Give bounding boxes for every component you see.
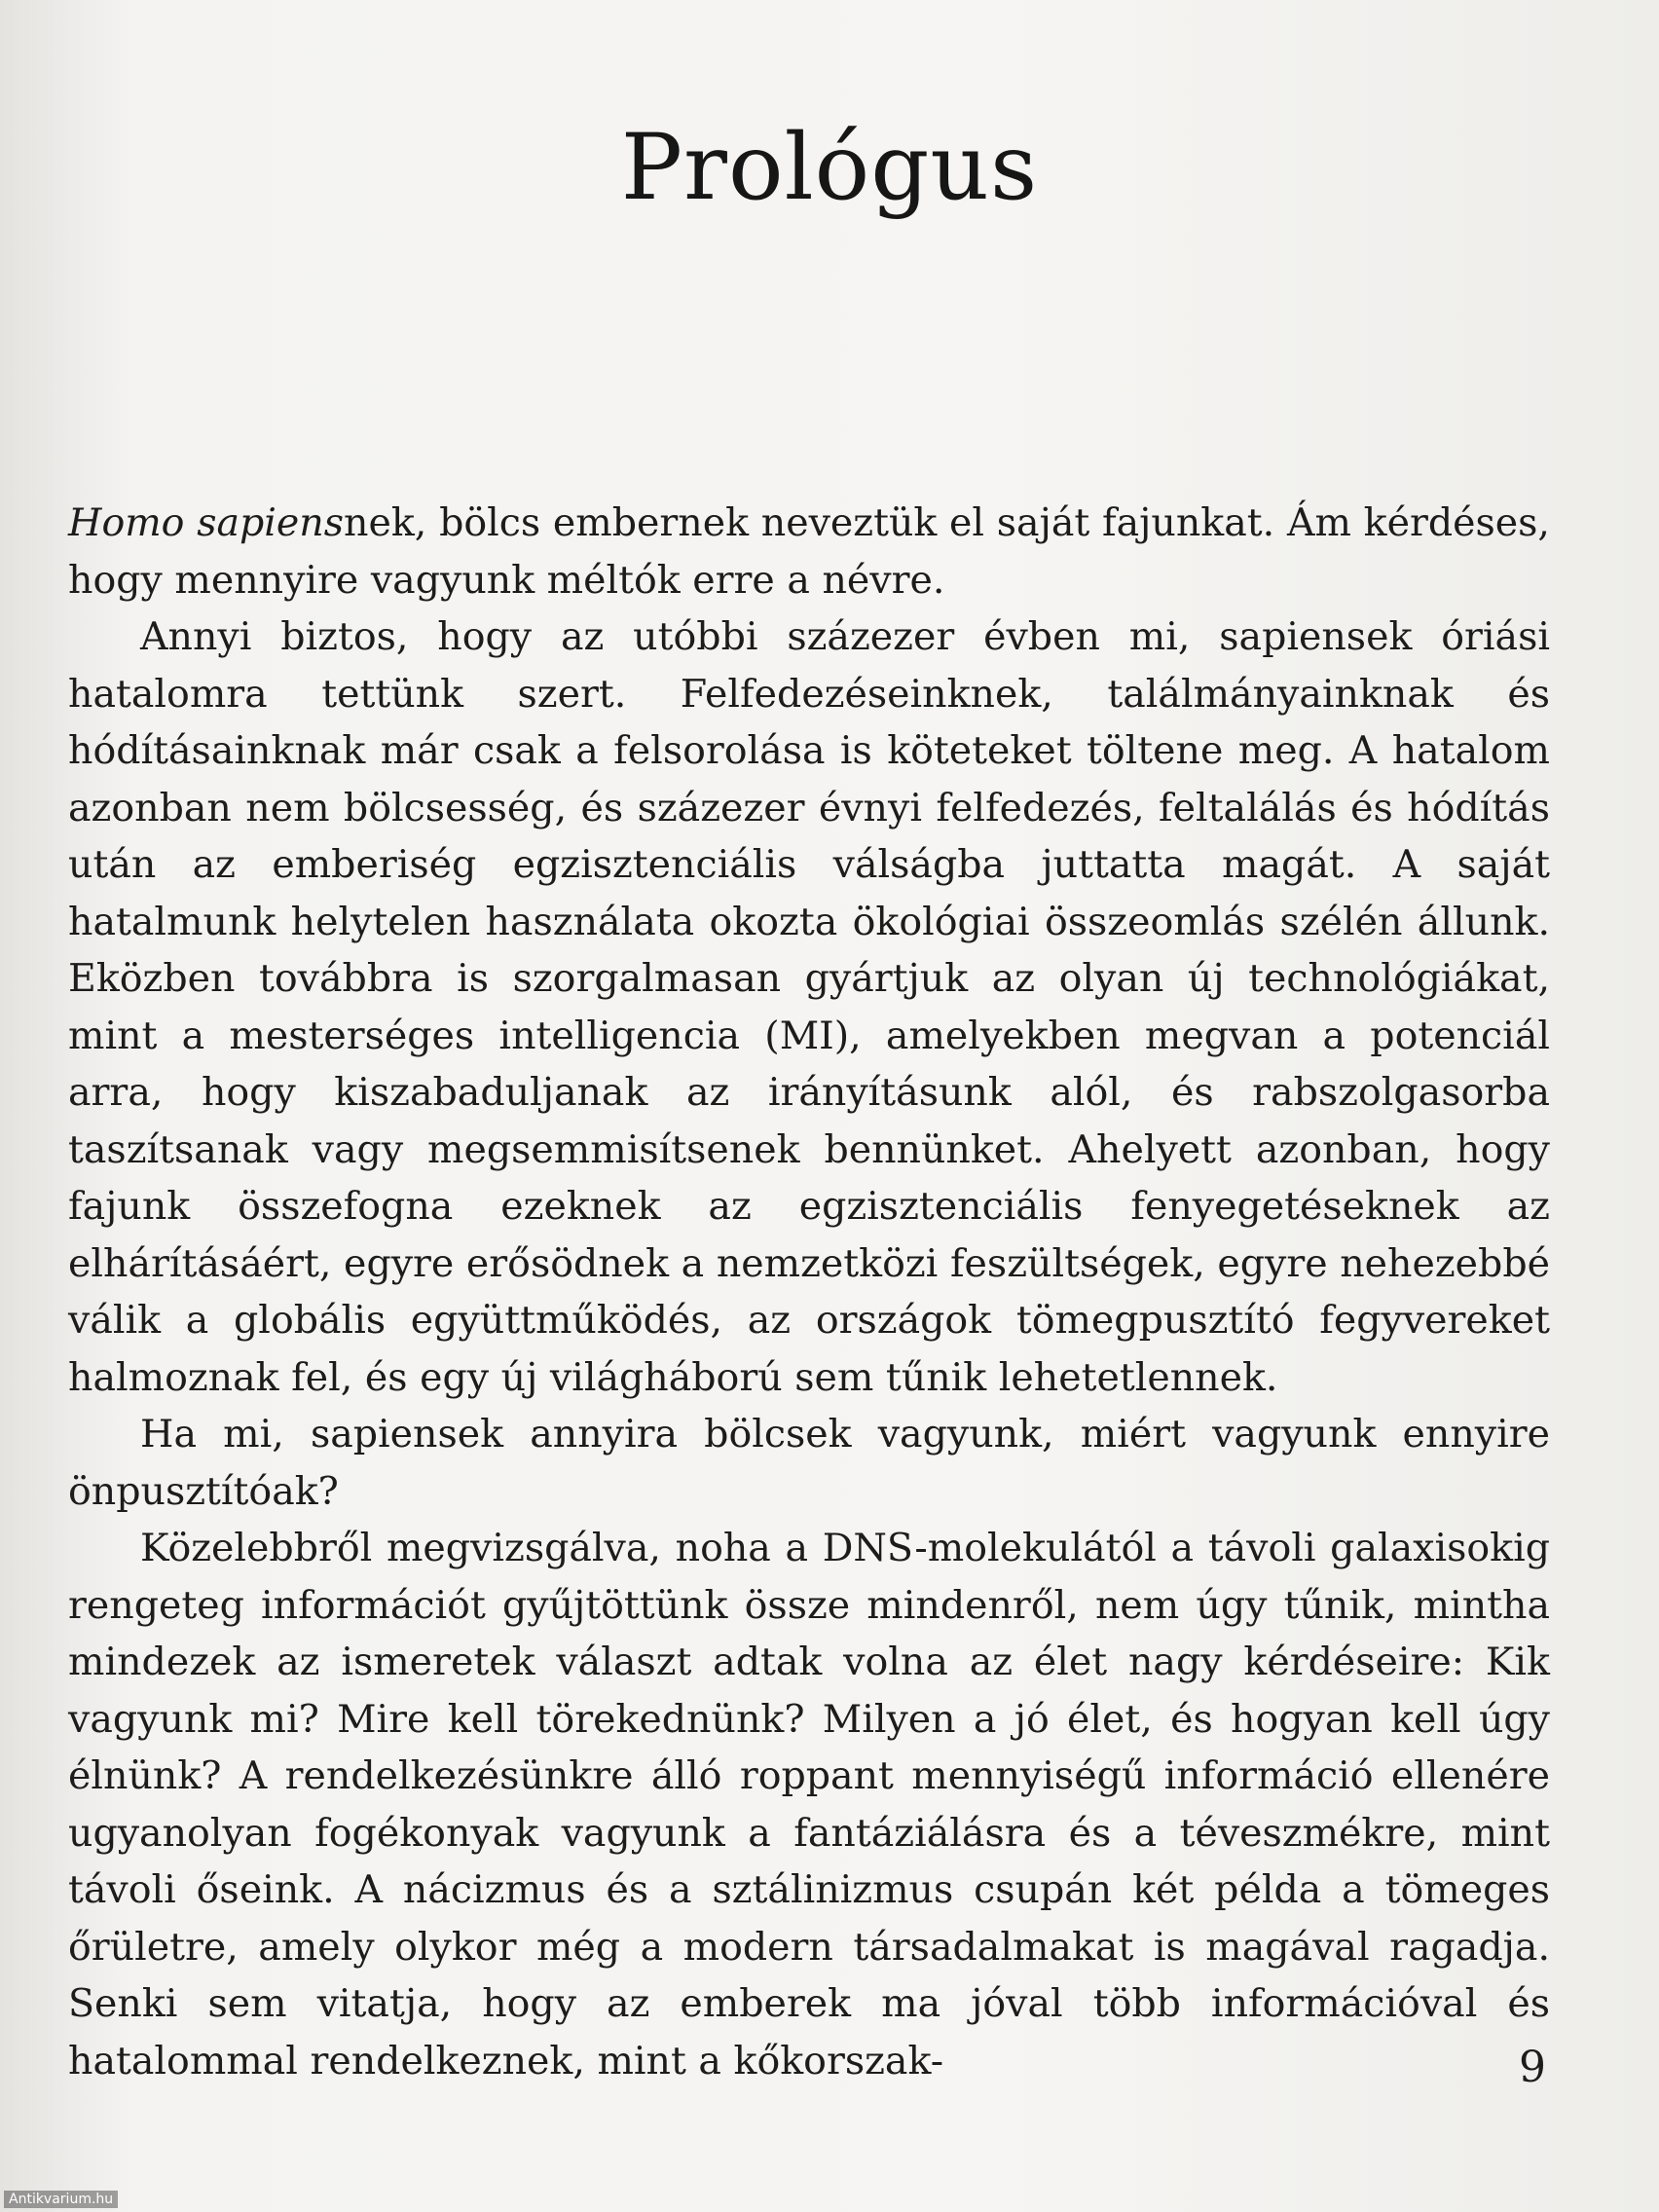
- paragraph-2: Annyi biztos, hogy az utóbbi százezer évben mi, sapiensek óriási hatalomra tettünk szert. Felfedezéseinknek, találmányainknak és hódításainknak már csak a felsorolása is köteteket töltene meg. A hatalom azonban nem bölcsesség, és százezer évnyi felfedezés, feltalálás és hódítás után az emberiség egzisztenciális válságba juttatta magát. A saját hatalmunk helytelen használata okozta ökológiai összeomlás szélén állunk. Eközben továbbra is szorgalmasan gyártjuk az olyan új technológiákat, mint a mesterséges intelligencia (MI), amelyekben megvan a potenciál arra, hogy kiszabaduljanak az irányításunk alól, és rabszolgasorba taszítsanak vagy megsemmisítsenek bennünket. Ahelyett azonban, hogy fajunk összefogna ezeknek az egzisztenciális fenyegetéseknek az elhárításáért, egyre erősödnek a nemzetközi feszültségek, egyre nehezebbé válik a globális együttműködés, az országok tömegpusztító fegyvereket halmoznak fel, és egy új világháború sem tűnik lehetetlennek.: [68, 614, 1550, 1400]
- paragraph-1: [68, 495, 1550, 608]
- paragraph-1-text: nek, bölcs embernek neveztük el saját fajunkat. Ám kérdéses, hogy mennyire vagyunk méltók erre a névre.: [68, 500, 1550, 603]
- paragraph-3: Ha mi, sapiensek annyira bölcsek vagyunk, miért vagyunk ennyire önpusztítóak?: [68, 1412, 1550, 1514]
- paragraph-1-italic: Homo sapiens: [68, 500, 345, 545]
- page-number: 9: [1519, 2043, 1546, 2092]
- body-text: [68, 495, 1550, 2089]
- watermark: Antikvarium.hu: [4, 2191, 118, 2208]
- show-through-text: [58, 0, 1577, 545]
- chapter-title: Prológus: [620, 115, 1039, 221]
- paragraph-4: Közelebbről megvizsgálva, noha a DNS-molekulától a távoli galaxisokig rengeteg információt gyűjtöttünk össze mindenről, nem úgy tűnik, mintha mindezek az ismeretek választ adtak volna az élet nagy kérdéseire: Kik vagyunk mi? Mire kell törekednünk? Milyen a jó élet, és hogyan kell úgy élnünk? A rendelkezésünkre álló roppant mennyiségű információ ellenére ugyanolyan fogékonyak vagyunk a fantáziálásra és a téveszmékre, mint távoli őseink. A nácizmus és a sztálinizmus csupán két példa a tömeges őrületre, amely olykor még a modern társadalmakat is magával ragadja. Senki sem vitatja, hogy az emberek ma jóval több információval és hatalommal rendelkeznek, mint a kőkorszak-: [68, 1526, 1550, 2083]
